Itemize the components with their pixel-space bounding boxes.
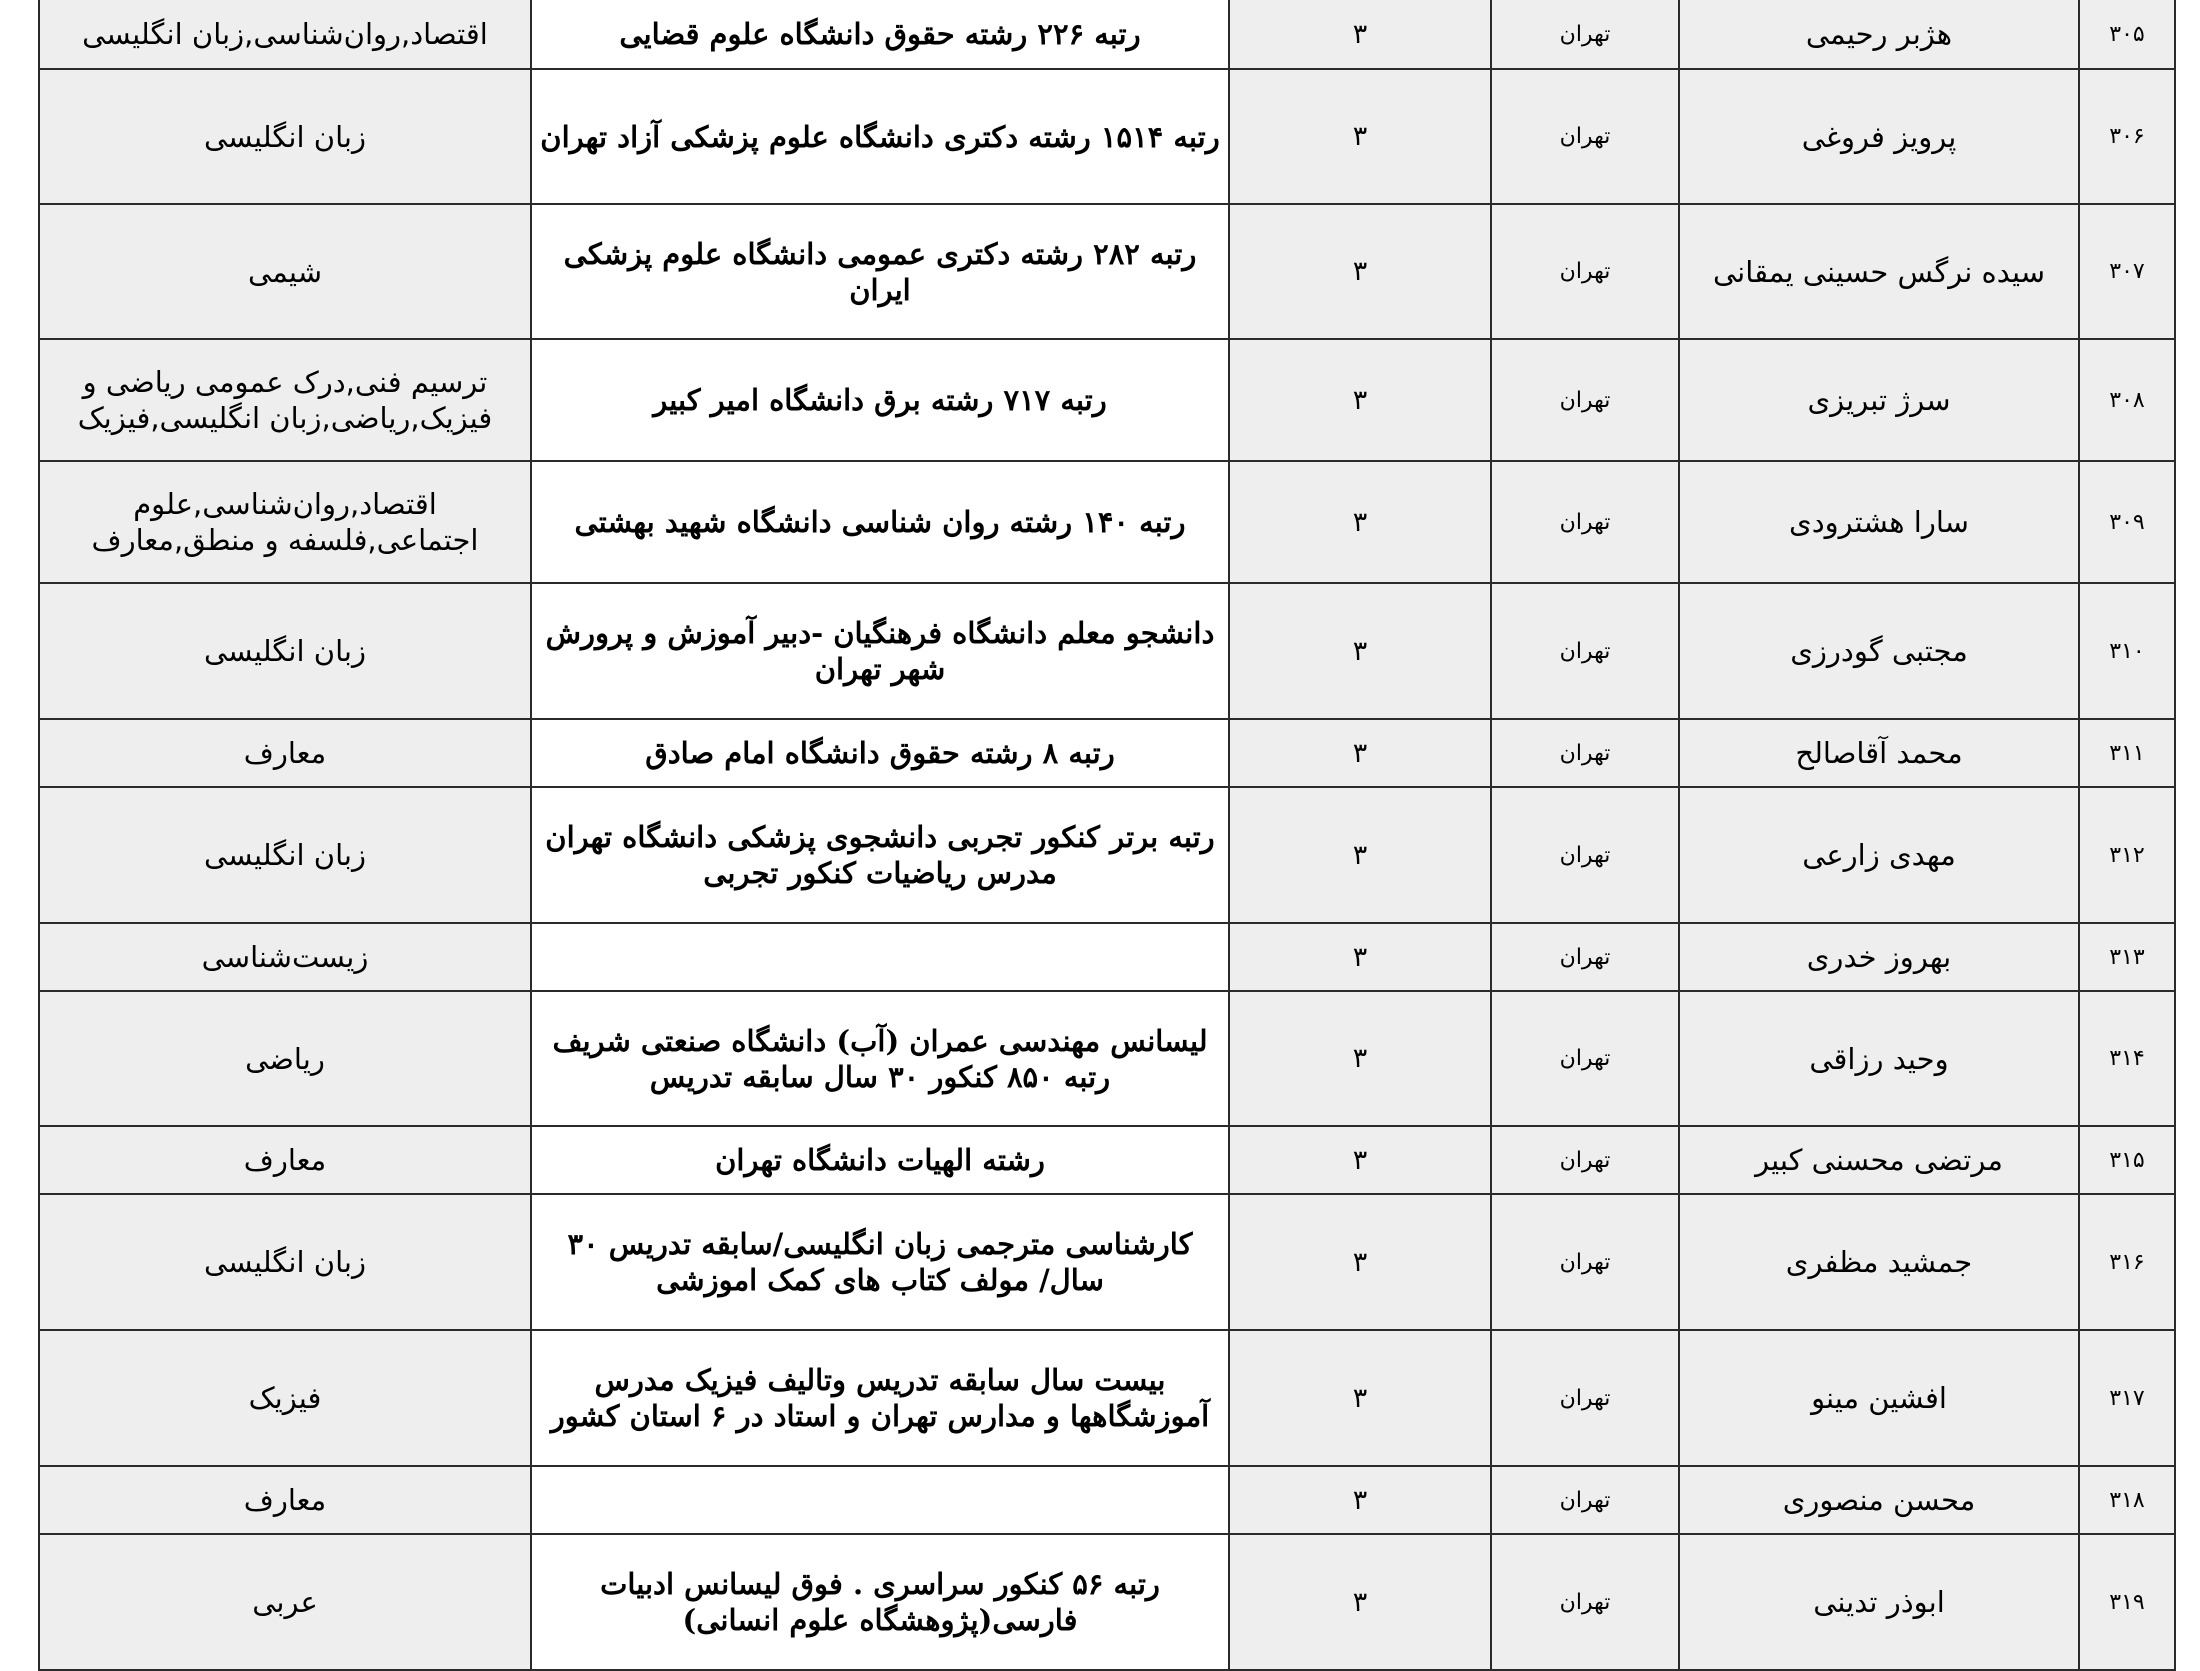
teacher-credentials: رتبه ۷۱۷ رشته برق دانشگاه امیر کبیر [531,339,1229,461]
teacher-credentials: رتبه برتر کنکور تجربی دانشجوی پزشکی دانشگاه تهران مدرس ریاضیات کنکور تجربی [531,787,1229,923]
table-row [39,1466,2175,1534]
teacher-credentials: رشته الهیات دانشگاه تهران [531,1126,1229,1194]
teacher-name: محمد آقاصالح [1679,719,2079,787]
teacher-grade: ۳ [1229,1330,1491,1466]
teacher-credentials: رتبه ۱۴۰ رشته روان شناسی دانشگاه شهید بهشتی [531,461,1229,583]
teacher-credentials: رتبه ۱۵۱۴ رشته دکتری دانشگاه علوم پزشکی آزاد تهران [531,69,1229,204]
row-number: ۳۰۶ [2079,69,2175,204]
teacher-grade: ۳ [1229,991,1491,1126]
teacher-subjects: معارف [39,1466,531,1534]
table-row [39,1194,2175,1330]
table-row [39,1534,2175,1670]
teacher-city: تهران [1491,204,1679,339]
table-row [39,461,2175,583]
table-row [39,923,2175,991]
teacher-grade: ۳ [1229,0,1491,69]
teacher-name: وحید رزاقی [1679,991,2079,1126]
teacher-grade: ۳ [1229,339,1491,461]
teacher-subjects: زبان انگلیسی [39,69,531,204]
teacher-subjects: زبان انگلیسی [39,787,531,923]
table-row [39,204,2175,339]
table-row [39,719,2175,787]
row-number: ۳۰۹ [2079,461,2175,583]
teacher-subjects: عربی [39,1534,531,1670]
teacher-name: سیده نرگس حسینی یمقانی [1679,204,2079,339]
teacher-city: تهران [1491,69,1679,204]
teacher-name: پرویز فروغی [1679,69,2079,204]
teacher-credentials [531,1466,1229,1534]
teacher-city: تهران [1491,923,1679,991]
teacher-credentials: لیسانس مهندسی عمران (آب) دانشگاه صنعتی شریف رتبه ۸۵۰ کنکور ۳۰ سال سابقه تدریس [531,991,1229,1126]
teacher-city: تهران [1491,1466,1679,1534]
row-number: ۳۱۰ [2079,583,2175,719]
teacher-city: تهران [1491,1194,1679,1330]
table-row [39,1126,2175,1194]
teacher-subjects: ترسیم فنی,درک عمومی ریاضی و فیزیک,ریاضی,زبان انگلیسی,فیزیک [39,339,531,461]
teacher-grade: ۳ [1229,787,1491,923]
teacher-credentials [531,923,1229,991]
teacher-name: سرژ تبریزی [1679,339,2079,461]
teacher-city: تهران [1491,719,1679,787]
table-row [39,583,2175,719]
teacher-subjects: شیمی [39,204,531,339]
teacher-credentials: رتبه ۵۶ کنکور سراسری . فوق لیسانس ادبیات فارسی(پژوهشگاه علوم انسانی) [531,1534,1229,1670]
teacher-subjects: معارف [39,719,531,787]
teacher-grade: ۳ [1229,1534,1491,1670]
teacher-grade: ۳ [1229,923,1491,991]
row-number: ۳۱۵ [2079,1126,2175,1194]
teacher-subjects: معارف [39,1126,531,1194]
teacher-grade: ۳ [1229,1194,1491,1330]
teacher-city: تهران [1491,1534,1679,1670]
teacher-subjects: زبان انگلیسی [39,583,531,719]
teacher-name: محسن منصوری [1679,1466,2079,1534]
row-number: ۳۰۷ [2079,204,2175,339]
teacher-city: تهران [1491,1330,1679,1466]
teacher-credentials: رتبه ۸ رشته حقوق دانشگاه امام صادق [531,719,1229,787]
teacher-name: مجتبی گودرزی [1679,583,2079,719]
teacher-grade: ۳ [1229,1126,1491,1194]
row-number: ۳۱۱ [2079,719,2175,787]
teacher-grade: ۳ [1229,719,1491,787]
row-number: ۳۰۸ [2079,339,2175,461]
teacher-subjects: اقتصاد,روان‌شناسی,علوم اجتماعی,فلسفه و منطق,معارف [39,461,531,583]
teacher-credentials: بیست سال سابقه تدریس وتالیف فیزیک مدرس آموزشگاهها و مدارس تهران و استاد در ۶ استان کشور [531,1330,1229,1466]
teacher-grade: ۳ [1229,204,1491,339]
teacher-grade: ۳ [1229,1466,1491,1534]
teacher-credentials: دانشجو معلم دانشگاه فرهنگیان -دبیر آموزش و پرورش شهر تهران [531,583,1229,719]
teacher-name: ابوذر تدینی [1679,1534,2079,1670]
teacher-name: سارا هشترودی [1679,461,2079,583]
teacher-credentials: رتبه ۲۸۲ رشته دکتری عمومی دانشگاه علوم پزشکی ایران [531,204,1229,339]
row-number: ۳۱۶ [2079,1194,2175,1330]
teacher-credentials: کارشناسی مترجمی زبان انگلیسی/سابقه تدریس ۳۰ سال/ مولف کتاب های کمک اموزشی [531,1194,1229,1330]
teacher-roster-table [38,0,2176,1671]
teacher-city: تهران [1491,1126,1679,1194]
table-row [39,339,2175,461]
teacher-name: بهروز خدری [1679,923,2079,991]
table-row [39,0,2175,69]
teacher-city: تهران [1491,0,1679,69]
row-number: ۳۱۲ [2079,787,2175,923]
row-number: ۳۱۳ [2079,923,2175,991]
teacher-city: تهران [1491,339,1679,461]
teacher-name: افشین مینو [1679,1330,2079,1466]
row-number: ۳۱۴ [2079,991,2175,1126]
row-number: ۳۱۸ [2079,1466,2175,1534]
teacher-subjects: زبان انگلیسی [39,1194,531,1330]
teacher-city: تهران [1491,787,1679,923]
teacher-city: تهران [1491,583,1679,719]
teacher-grade: ۳ [1229,69,1491,204]
row-number: ۳۱۹ [2079,1534,2175,1670]
row-number: ۳۱۷ [2079,1330,2175,1466]
teacher-name: جمشید مظفری [1679,1194,2079,1330]
teacher-grade: ۳ [1229,461,1491,583]
table-row [39,787,2175,923]
teacher-grade: ۳ [1229,583,1491,719]
teacher-name: مهدی زارعی [1679,787,2079,923]
teacher-credentials: رتبه ۲۲۶ رشته حقوق دانشگاه علوم قضایی [531,0,1229,69]
row-number: ۳۰۵ [2079,0,2175,69]
table-row [39,1330,2175,1466]
teacher-subjects: ریاضی [39,991,531,1126]
teacher-name: مرتضی محسنی کبیر [1679,1126,2079,1194]
teacher-name: هژبر رحیمی [1679,0,2079,69]
teacher-city: تهران [1491,461,1679,583]
teacher-subjects: اقتصاد,روان‌شناسی,زبان انگلیسی [39,0,531,69]
teacher-city: تهران [1491,991,1679,1126]
table-body [39,0,2175,1670]
teacher-subjects: زیست‌شناسی [39,923,531,991]
table-row [39,991,2175,1126]
teacher-subjects: فیزیک [39,1330,531,1466]
table-row [39,69,2175,204]
